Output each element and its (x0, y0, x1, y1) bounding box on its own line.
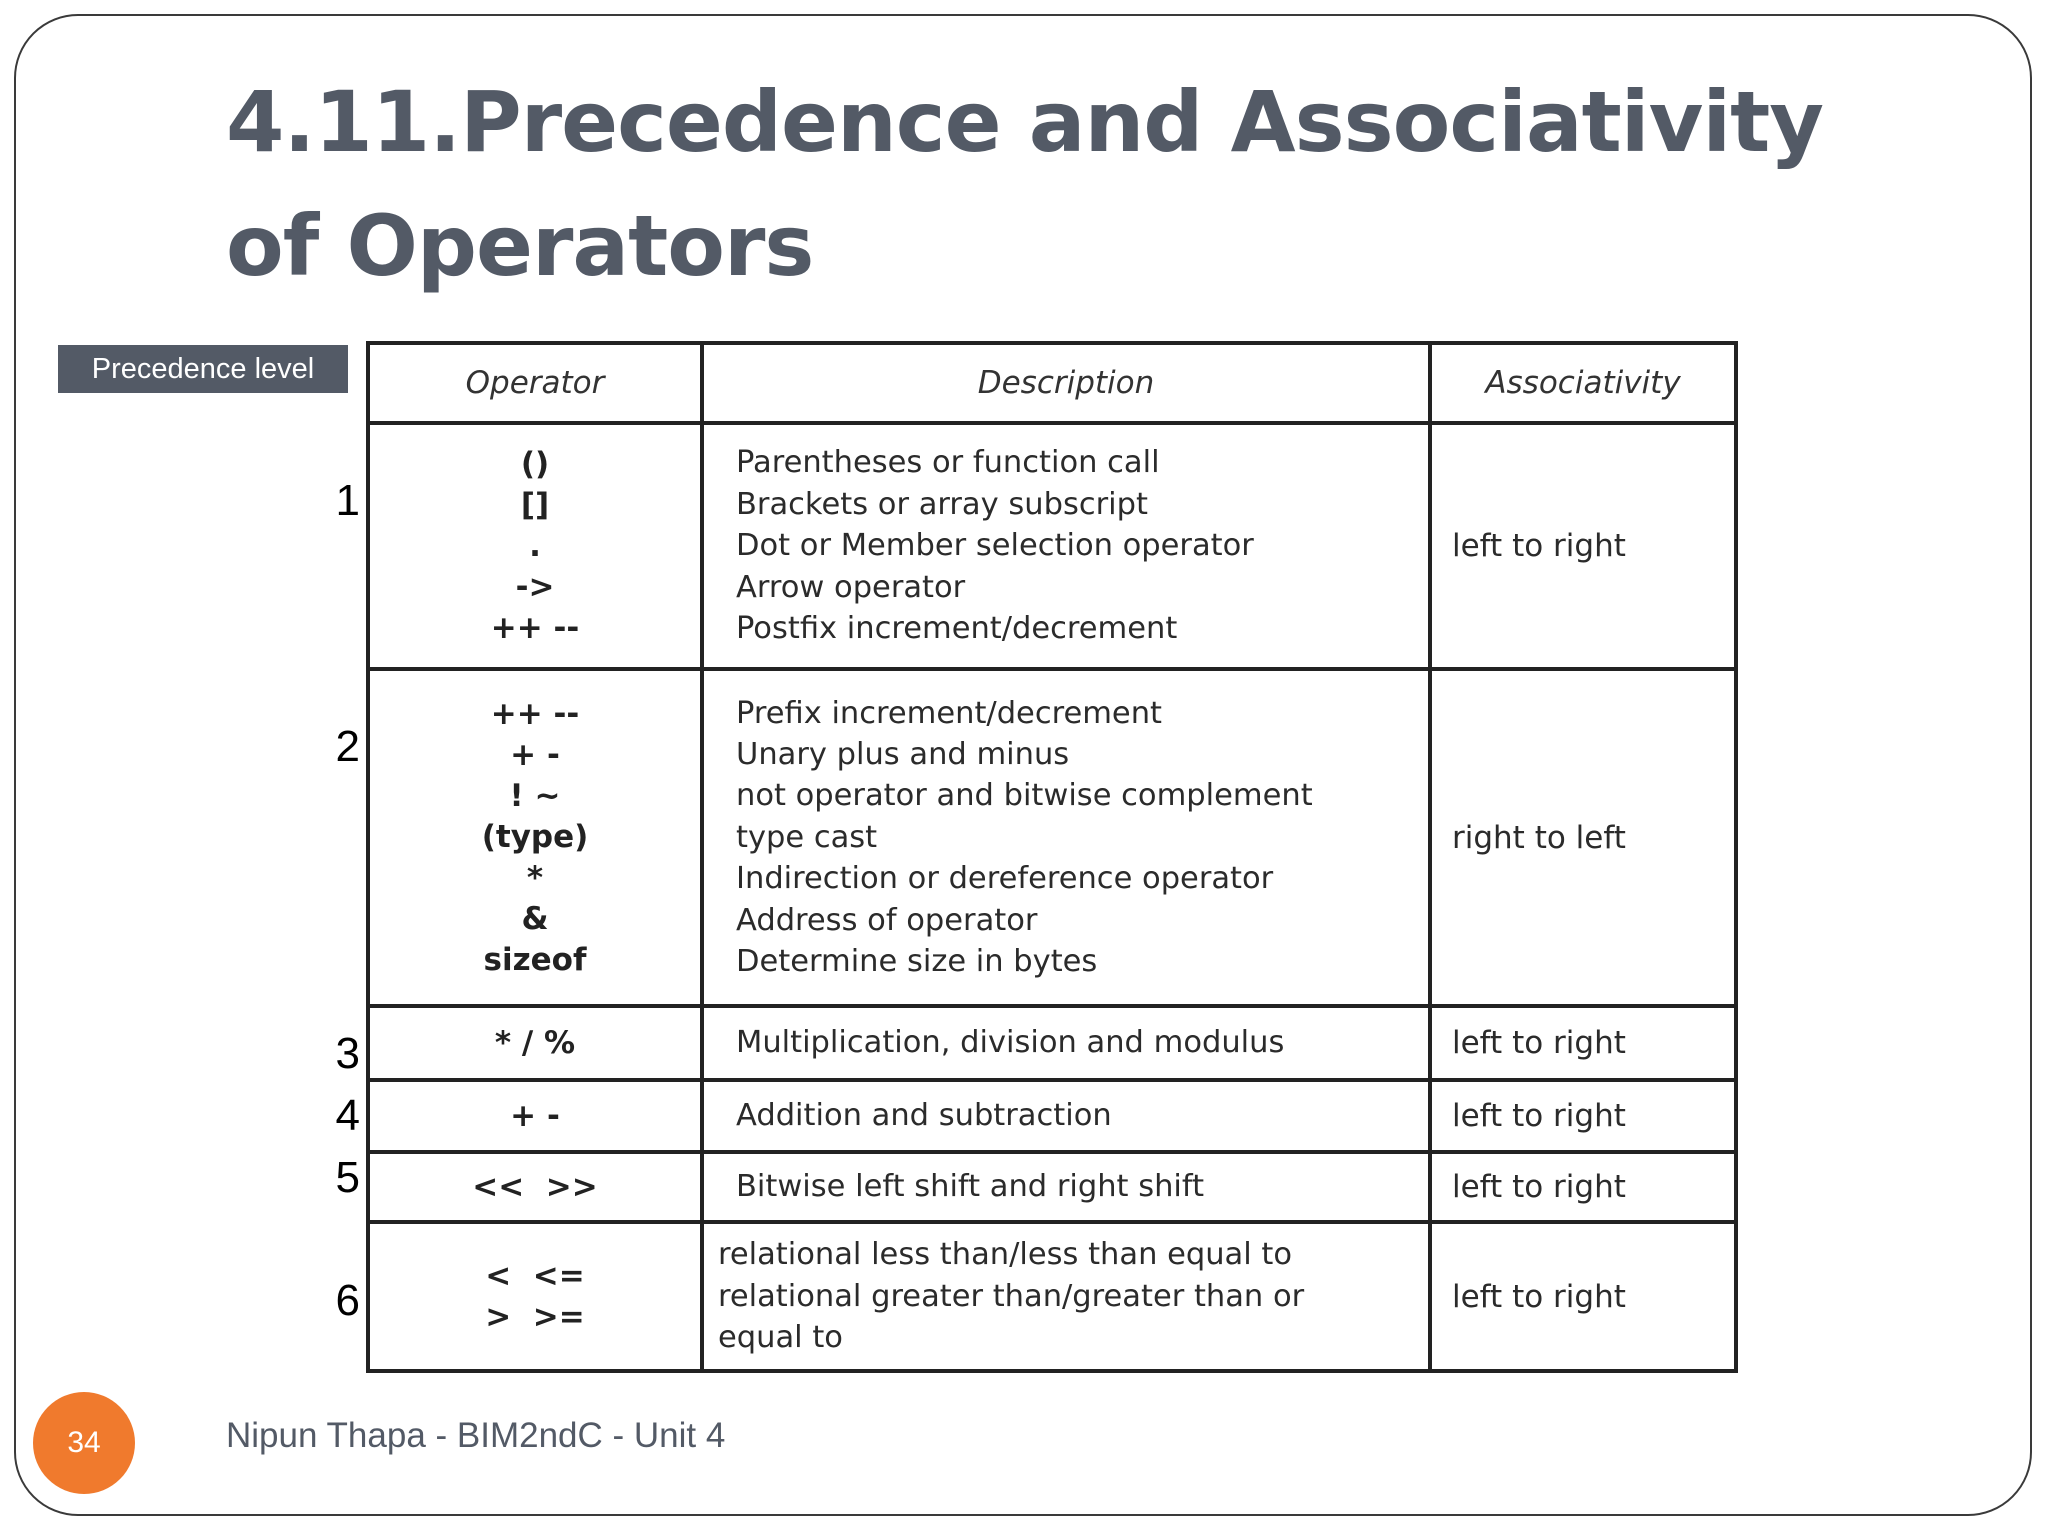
description-text: Arrow operator (736, 569, 966, 605)
description-text: not operator and bitwise complement (736, 778, 1313, 814)
precedence-level-3: 3 (335, 1029, 360, 1078)
operator-text: -> (515, 568, 555, 605)
description-text: Bitwise left shift and right shift (736, 1169, 1205, 1205)
description-text: relational greater than/greater than or (718, 1278, 1305, 1314)
page-number-badge: 34 (33, 1392, 135, 1494)
operator-cell (368, 1222, 702, 1371)
precedence-level-1: 1 (335, 476, 360, 525)
operator-text: + - (510, 737, 560, 773)
footer-author: Nipun Thapa - BIM2ndC - Unit 4 (226, 1416, 726, 1455)
description-text: relational less than/less than equal to (718, 1237, 1293, 1273)
description-cell (702, 1222, 1430, 1371)
operator-cell (368, 423, 702, 669)
table-row (368, 1222, 1736, 1371)
operator-text: (type) (481, 819, 589, 855)
description-text: Indirection or dereference operator (736, 861, 1274, 897)
operator-text: ++ -- (490, 609, 580, 646)
table-row (368, 669, 1736, 1006)
operator-text: sizeof (483, 942, 587, 978)
precedence-level-2: 2 (335, 722, 360, 771)
description-text: Unary plus and minus (736, 736, 1070, 772)
description-cell (702, 1080, 1430, 1152)
operator-cell (368, 669, 702, 1006)
associativity-cell: left to right (1430, 423, 1736, 669)
description-text: Parentheses or function call (736, 445, 1160, 481)
description-cell (702, 1006, 1430, 1080)
description-text: Dot or Member selection operator (736, 528, 1254, 564)
operator-cell (368, 1152, 702, 1222)
operator-text: ++ -- (490, 696, 580, 732)
associativity-cell: left to right (1430, 1222, 1736, 1371)
description-cell (702, 1152, 1430, 1222)
precedence-level-6: 6 (335, 1276, 360, 1325)
operator-text: > >= (485, 1298, 585, 1335)
description-text: Address of operator (736, 902, 1038, 938)
operator-text: . (529, 527, 541, 564)
operator-text: << >> (472, 1168, 598, 1205)
description-text: Prefix increment/decrement (736, 695, 1162, 731)
table-row (368, 1006, 1736, 1080)
description-text: Multiplication, division and modulus (736, 1025, 1285, 1061)
operator-text: + - (510, 1097, 560, 1134)
description-text: equal to (718, 1320, 843, 1356)
associativity-cell: left to right (1430, 1006, 1736, 1080)
operator-text: < <= (485, 1257, 585, 1294)
description-text: Determine size in bytes (736, 944, 1098, 980)
header-description: Description (702, 343, 1430, 423)
slide-title: 4.11.Precedence and Associativity of Operators (226, 73, 1824, 295)
table-header-row (368, 343, 1736, 423)
operator-cell (368, 1006, 702, 1080)
description-text: Brackets or array subscript (736, 486, 1148, 522)
associativity-cell: left to right (1430, 1080, 1736, 1152)
description-text: type cast (736, 819, 878, 855)
precedence-level-label: Precedence level (58, 345, 348, 393)
description-text: Addition and subtraction (736, 1098, 1112, 1134)
operator-text: [] (520, 486, 550, 523)
header-operator: Operator (368, 343, 702, 423)
description-cell (702, 669, 1430, 1006)
operator-text: * (526, 860, 544, 896)
operator-text: ! ~ (509, 778, 561, 814)
precedence-level-4: 4 (335, 1091, 360, 1140)
operator-text: * / % (494, 1024, 576, 1061)
operator-text: () (520, 445, 550, 482)
operator-cell (368, 1080, 702, 1152)
operator-text: & (521, 901, 549, 937)
table-row (368, 1152, 1736, 1222)
associativity-cell: right to left (1430, 669, 1736, 1006)
precedence-level-5: 5 (335, 1153, 360, 1202)
table-row (368, 423, 1736, 669)
description-cell (702, 423, 1430, 669)
header-associativity: Associativity (1430, 343, 1736, 423)
table-row (368, 1080, 1736, 1152)
description-text: Postfix increment/decrement (736, 611, 1178, 647)
operator-precedence-table (366, 341, 1738, 1373)
associativity-cell: left to right (1430, 1152, 1736, 1222)
